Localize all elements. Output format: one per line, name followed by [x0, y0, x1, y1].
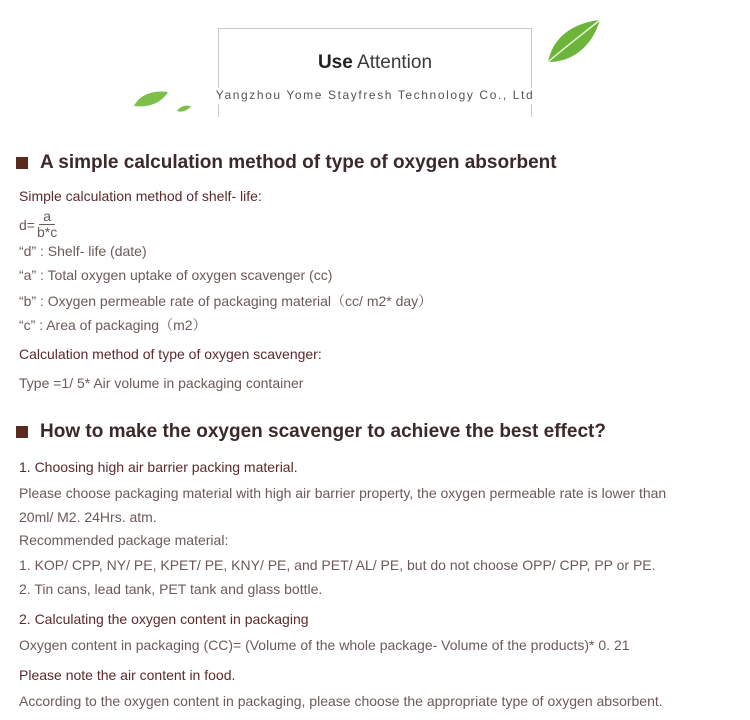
formula-lhs: d= — [19, 216, 35, 233]
formula-denominator: b*c — [36, 224, 58, 240]
item2-title: 2. Calculating the oxygen content in packaging — [19, 611, 309, 627]
item1-text-b: 20ml/ M2. 24Hrs. atm. — [19, 509, 157, 525]
method-label: Calculation method of type of oxygen scavenger: — [19, 346, 322, 362]
section1-heading — [16, 152, 557, 174]
item1-text-a: Please choose packaging material with high air barrier property, the oxygen permeable rate is lower than — [19, 485, 667, 501]
title-bold: Use — [317, 52, 353, 73]
recommended-label: Recommended package material: — [19, 532, 229, 548]
title-rest: Attention — [352, 52, 433, 73]
item1-title: 1. Choosing high air barrier packing material. — [19, 459, 298, 475]
def-a: “a” : Total oxygen uptake of oxygen scavenger (cc) — [19, 267, 333, 283]
shelf-life-formula — [19, 209, 57, 240]
leaf-icon-tiny — [176, 104, 192, 114]
def-b: “b” : Oxygen permeable rate of packaging material（cc/ m2* day） — [19, 293, 433, 309]
recommended-item-1: 1. KOP/ CPP, NY/ PE, KPET/ PE, KNY/ PE, and PET/ AL/ PE, but do not choose OPP/ CPP, PP or PE. — [19, 557, 656, 573]
def-d: “d” : Shelf- life (date) — [19, 243, 147, 259]
item2-text: Oxygen content in packaging (CC)= (Volume of the whole package- Volume of the products)* 0. 21 — [19, 637, 630, 653]
section1-heading-text: A simple calculation method of type of oxygen absorbent — [40, 152, 557, 173]
formula-numerator: a — [39, 209, 55, 225]
note-title: Please note the air content in food. — [19, 667, 236, 683]
company-subtitle: Yangzhou Yome Stayfresh Technology Co., Ltd — [190, 88, 560, 104]
note-text: According to the oxygen content in packaging, please choose the appropriate type of oxygen absorbent. — [19, 693, 663, 709]
formula-fraction — [37, 209, 57, 240]
method-text: Type =1/ 5* Air volume in packaging container — [19, 375, 304, 391]
bullet-square-icon — [16, 426, 28, 438]
section1-intro: Simple calculation method of shelf- life: — [19, 188, 262, 204]
def-c: “c” : Area of packaging（m2） — [19, 317, 207, 333]
page-title — [218, 52, 532, 74]
section2-heading-text: How to make the oxygen scavenger to achieve the best effect? — [40, 421, 606, 442]
bullet-square-icon — [16, 157, 28, 169]
leaf-icon-large — [544, 18, 604, 68]
section2-heading — [16, 421, 606, 443]
leaf-icon-small — [132, 88, 172, 110]
recommended-item-2: 2. Tin cans, lead tank, PET tank and glass bottle. — [19, 581, 323, 597]
